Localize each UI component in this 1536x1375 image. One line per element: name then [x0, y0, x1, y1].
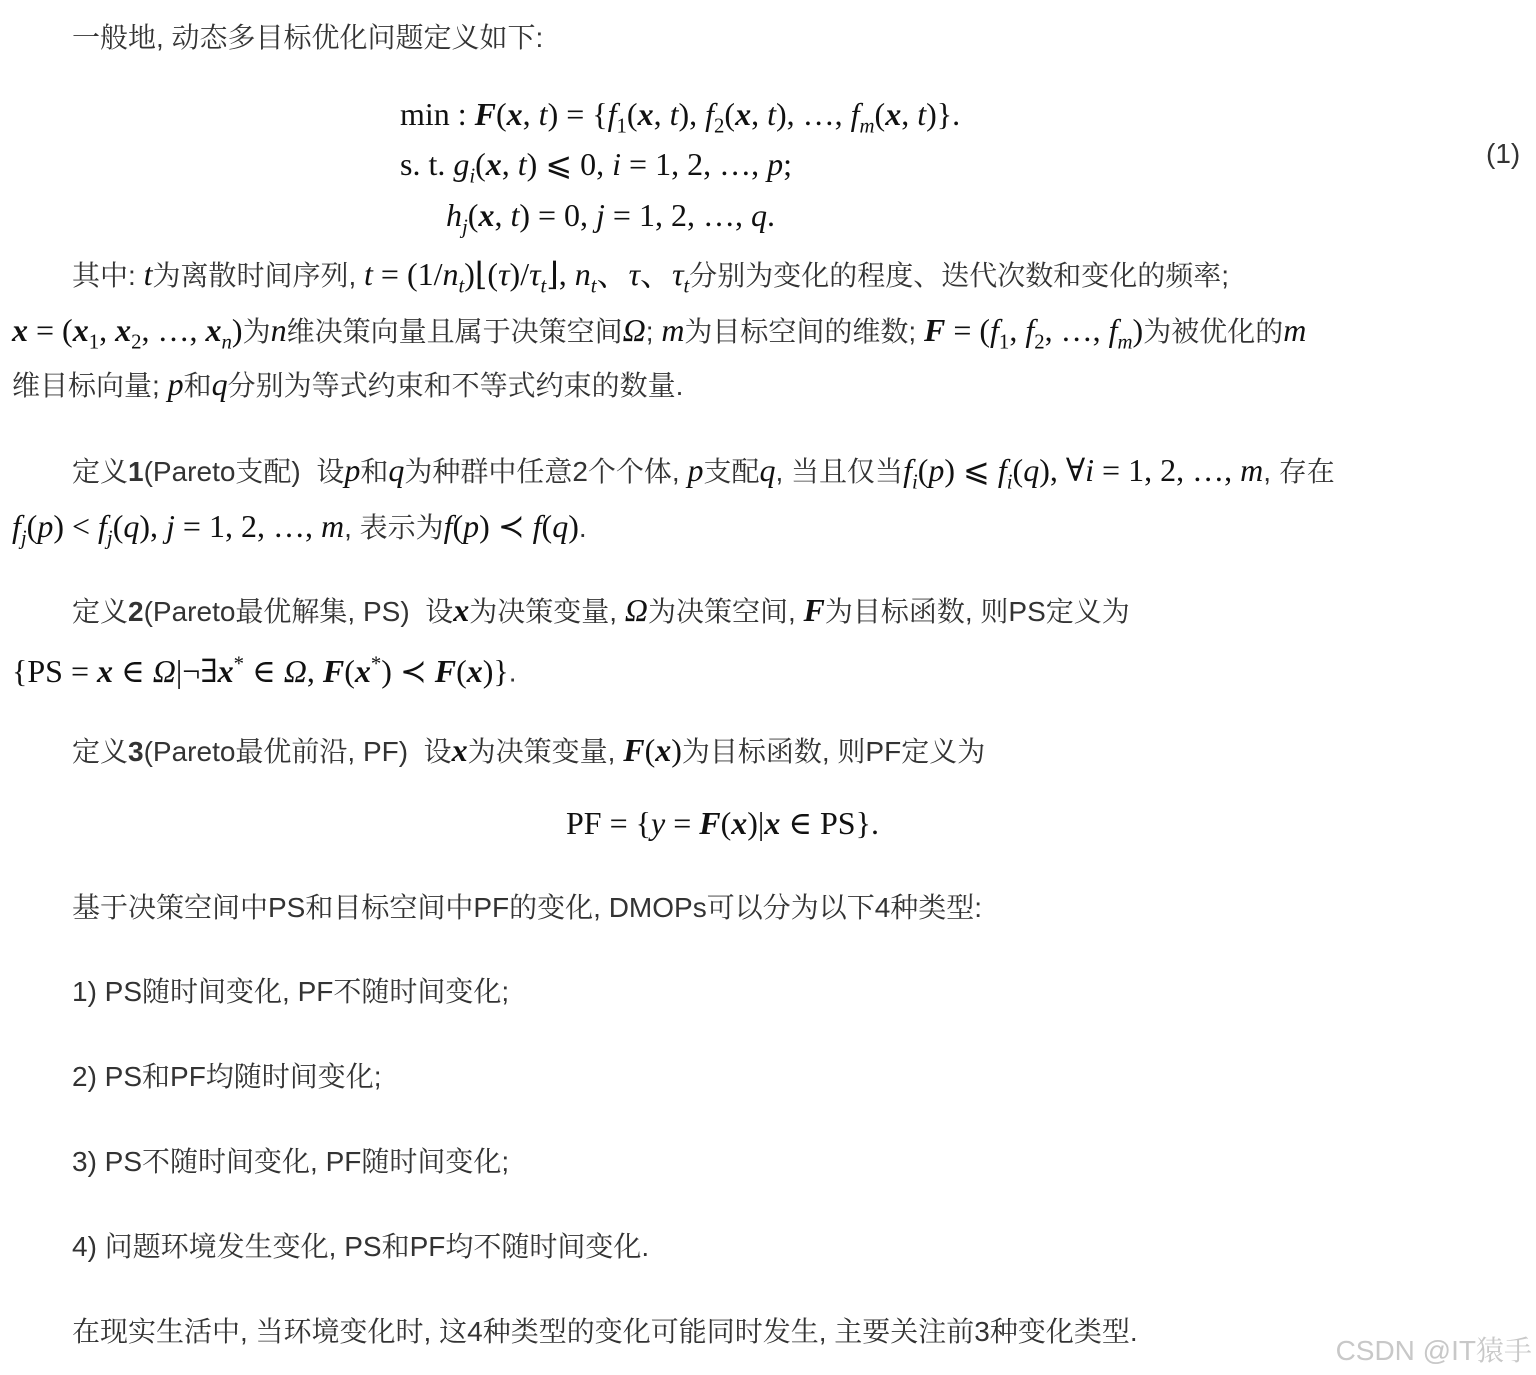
- intro-text: 一般地, 动态多目标优化问题定义如下:: [72, 22, 544, 53]
- where-line-2: $x = (x_1$, $x_2$, …, $x_n$)为n维决策向量且属于决策空间Ω; m为目标空间的维数; $F = (f_1$, $f_2$, …, $f_m$)为被优化的m: [12, 312, 1307, 354]
- where-line-1: 其中: t为离散时间序列, $t = (1/n_t)⌊(\tau)/\tau_t⌋$, $n_t$、τ、$\tau_t$分别为变化的程度、迭代次数和变化的频率;: [72, 256, 1230, 298]
- types-intro: 基于决策空间中PS和目标空间中PF的变化, DMOPs可以分为以下4种类型:: [72, 892, 983, 923]
- type-item: 1) PS随时间变化, PF不随时间变化;: [72, 976, 510, 1007]
- definition-1-line-1: 定义1(Pareto支配) 设p和q为种群中任意2个个体, p支配q, 当且仅当$f_i(p)$ ⩽ $f_i(q)$, ∀i = 1, 2, …, m, 存在: [72, 452, 1335, 494]
- definition-3-line-1: 定义3(Pareto最优前沿, PF) 设x为决策变量, F(x)为目标函数, 则PF定义为: [72, 732, 986, 768]
- conclusion-text: 在现实生活中, 当环境变化时, 这4种类型的变化可能同时发生, 主要关注前3种变化类型.: [72, 1316, 1138, 1347]
- type-item: 3) PS不随时间变化, PF随时间变化;: [72, 1146, 510, 1177]
- where-line-3: 维目标向量; p和q分别为等式约束和不等式约束的数量.: [12, 366, 684, 402]
- pf-definition-equation: PF = {y = F(x)|x ∈ PS}.: [566, 805, 879, 841]
- definition-1-line-2: $f_j(p) < f_j(q)$, j = 1, 2, …, m, 表示为f(p) ≺ f(q).: [12, 508, 587, 550]
- equation-inequality: s. t. $g_i(x$, t) ⩽ 0, i = 1, 2, …, p;: [400, 146, 792, 188]
- type-item: 4) 问题环境发生变化, PS和PF均不随时间变化.: [72, 1231, 650, 1262]
- equation-objective: min : F(x, $t) = \{f_1(x$, t), $f_2(x$, t), …, $f_m(x$, t)}.: [400, 96, 961, 138]
- equation-equality: $h_j(x$, t) = 0, j = 1, 2, …, q.: [446, 196, 775, 239]
- type-item: 2) PS和PF均随时间变化;: [72, 1061, 382, 1092]
- watermark: CSDN @IT猿手: [1335, 1335, 1532, 1366]
- equation-1: [400, 95, 960, 246]
- definition-2-line-1: 定义2(Pareto最优解集, PS) 设x为决策变量, Ω为决策空间, F为目标函数, 则PS定义为: [72, 592, 1130, 628]
- definition-2-line-2: {PS = x ∈ Ω|¬∃x* ∈ Ω, F(x*) ≺ F(x)}.: [12, 652, 517, 689]
- equation-number: (1): [1486, 138, 1521, 169]
